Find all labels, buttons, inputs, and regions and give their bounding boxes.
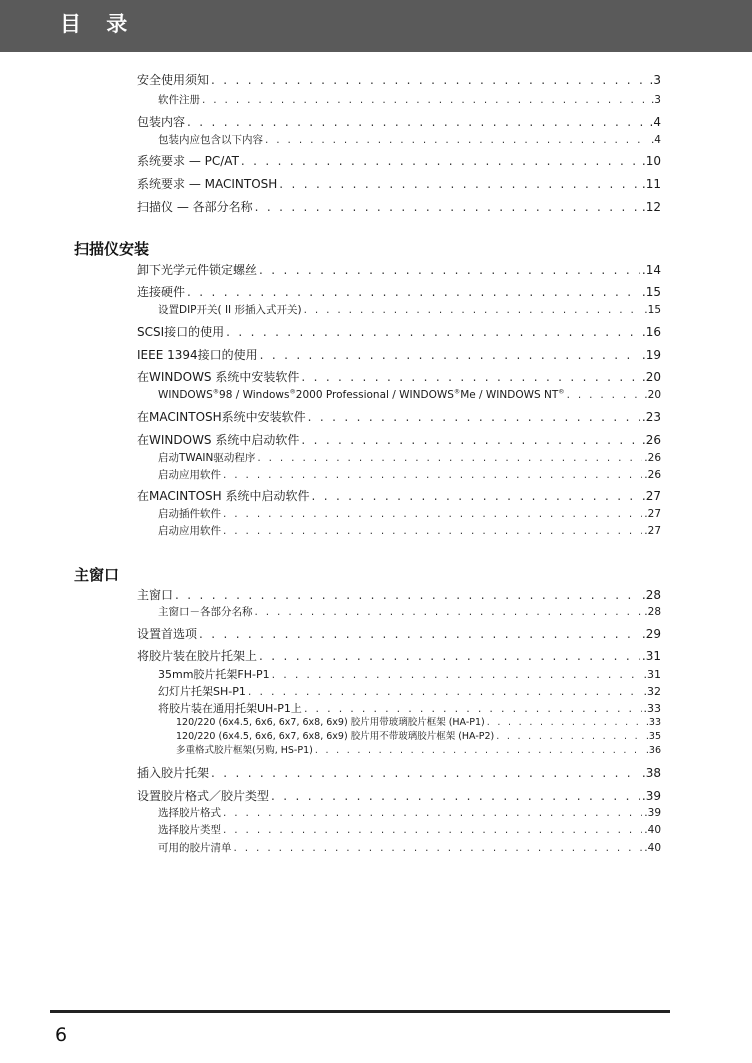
toc-entry-title: 连接硬件	[137, 285, 186, 299]
toc-page-number: .27	[644, 525, 661, 537]
dot-leader	[223, 526, 642, 537]
page-title: 目 录	[60, 12, 137, 36]
dot-leader	[271, 790, 640, 802]
toc-entry[interactable]	[158, 808, 661, 819]
toc-entry[interactable]	[137, 201, 661, 213]
registered-mark: ®	[212, 388, 220, 396]
toc-page-number: .28	[644, 606, 661, 618]
toc-entry-title: 主窗口－各部分名称	[158, 606, 253, 618]
toc-entry-title: 启动插件软件	[158, 508, 221, 520]
toc-entry-title: 系统要求 — PC/AT	[137, 154, 239, 168]
toc-entry-title: 120/220 (6x4.5, 6x6, 6x7, 6x8, 6x9) 胶片用带玻璃胶片框架 (HA-P1)	[176, 717, 485, 728]
toc-entry[interactable]	[137, 790, 661, 802]
dot-leader	[265, 135, 649, 146]
toc-entry[interactable]	[158, 453, 661, 464]
footer-rule	[50, 1010, 670, 1013]
toc-entry-title: 插入胶片托架	[137, 766, 210, 780]
dot-leader	[255, 607, 643, 618]
dot-leader	[301, 434, 640, 446]
toc-entry-title: 将胶片装在通用托架UH-P1上	[158, 702, 302, 715]
toc-entry[interactable]	[158, 703, 661, 714]
toc-entry-title: 幻灯片托架SH-P1	[158, 685, 246, 698]
toc-page-number: .33	[645, 717, 661, 728]
toc-page-number: .11	[641, 177, 661, 191]
dot-leader	[241, 155, 640, 167]
toc-page-number: .39	[641, 789, 661, 803]
toc-entry[interactable]	[137, 767, 661, 779]
toc-entry[interactable]	[158, 135, 661, 146]
registered-mark: ®	[289, 388, 296, 396]
toc-entry-title: 可用的胶片清单	[158, 842, 232, 854]
toc-entry-title: 启动应用软件	[158, 525, 221, 537]
toc-entry-title: 120/220 (6x4.5, 6x6, 6x7, 6x8, 6x9) 胶片用不带玻璃胶片框架 (HA-P2)	[176, 731, 495, 742]
toc-page-number: .20	[641, 370, 661, 384]
dot-leader	[260, 349, 640, 361]
toc-entry[interactable]	[137, 411, 661, 423]
section-heading-scanner-install: 扫描仪安装	[74, 240, 150, 258]
toc-entry[interactable]	[137, 650, 661, 662]
toc-entry-title: 在MACINTOSH 系统中启动软件	[137, 489, 310, 503]
toc-entry-title: SCSI接口的使用	[137, 325, 225, 339]
toc-entry[interactable]	[158, 526, 661, 537]
dot-leader	[223, 470, 642, 481]
toc-page-number: .27	[644, 508, 661, 520]
dot-leader	[487, 718, 644, 728]
toc-page-number: .15	[644, 304, 661, 316]
dot-leader	[175, 589, 640, 601]
toc-entry-title: 包装内容	[137, 115, 186, 129]
toc-page-number: .31	[643, 668, 661, 681]
toc-entry[interactable]	[137, 371, 661, 383]
toc-page-number: .40	[644, 824, 661, 836]
toc-entry[interactable]	[137, 490, 661, 502]
header-bar	[0, 0, 752, 52]
toc-entry-title: 设置胶片格式／胶片类型	[137, 789, 270, 803]
registered-mark: ®	[558, 388, 565, 396]
dot-leader	[187, 286, 640, 298]
toc-page-number: .26	[641, 433, 661, 447]
dot-leader	[211, 74, 648, 86]
toc-entry-title: 包装内应包含以下内容	[158, 134, 263, 146]
toc-entry[interactable]	[137, 286, 661, 298]
toc-entry-title: 多重格式胶片框架(另购, HS-P1)	[176, 745, 313, 756]
dot-leader	[234, 843, 643, 854]
toc-entry-title: 将胶片装在胶片托架上	[137, 649, 258, 663]
toc-entry-title: 设置DIP开关( II 形插入式开关)	[158, 304, 302, 316]
toc-entry-title: 软件注册	[158, 94, 200, 106]
toc-page-number: .39	[644, 807, 661, 819]
toc-page-number: .16	[641, 325, 661, 339]
toc-entry[interactable]	[137, 589, 661, 601]
toc-entry[interactable]	[176, 718, 661, 728]
toc-entry[interactable]	[137, 264, 661, 276]
toc-entry[interactable]	[158, 305, 661, 316]
toc-entry[interactable]	[158, 825, 661, 836]
dot-leader	[202, 95, 649, 106]
toc-entry[interactable]	[158, 669, 661, 680]
dot-leader	[257, 453, 642, 464]
toc-page-number: .32	[643, 685, 661, 698]
toc-entry[interactable]	[158, 607, 661, 618]
toc-page-number: .3	[649, 73, 661, 87]
toc-page-number: .4	[649, 115, 661, 129]
toc-entry-title: IEEE 1394接口的使用	[137, 348, 258, 362]
dot-leader	[311, 490, 639, 502]
toc-page-number: .40	[644, 842, 661, 854]
dot-leader	[496, 732, 644, 742]
toc-entry-title: 选择胶片类型	[158, 824, 221, 836]
toc-entry-title: 在WINDOWS 系统中启动软件	[137, 433, 300, 447]
toc-entry-title: 系统要求 — MACINTOSH	[137, 177, 278, 191]
toc-page-number: .35	[645, 731, 661, 742]
dot-leader	[315, 746, 644, 756]
dot-leader	[567, 390, 643, 401]
toc-entry[interactable]	[158, 390, 661, 401]
page-number: 6	[55, 1024, 68, 1046]
dot-leader	[259, 264, 640, 276]
toc-page-number: .3	[650, 94, 661, 106]
dot-leader	[304, 305, 643, 316]
toc-page-number: .27	[641, 489, 661, 503]
dot-leader	[223, 808, 642, 819]
toc-page-number: .36	[645, 745, 661, 756]
dot-leader	[199, 628, 640, 640]
section-heading-main-window: 主窗口	[74, 566, 120, 584]
toc-entry[interactable]	[137, 155, 661, 167]
toc-page-number: .15	[641, 285, 661, 299]
toc-entry[interactable]	[137, 178, 661, 190]
toc-entry-title: 在WINDOWS 系统中安装软件	[137, 370, 300, 384]
toc-entry[interactable]	[137, 434, 661, 446]
dot-leader	[304, 703, 642, 714]
toc-entry[interactable]	[176, 732, 661, 742]
toc-page-number: .26	[644, 452, 661, 464]
dot-leader	[301, 371, 640, 383]
toc-page-number: .28	[641, 588, 661, 602]
toc-entry[interactable]	[158, 470, 661, 481]
toc-entry-title: 选择胶片格式	[158, 807, 221, 819]
dot-leader	[223, 509, 642, 520]
dot-leader	[279, 178, 640, 190]
toc-entry[interactable]	[158, 509, 661, 520]
toc-page-number: .19	[641, 348, 661, 362]
toc-entry[interactable]	[158, 843, 661, 854]
toc-entry-title: 主窗口	[137, 588, 174, 602]
toc-entry[interactable]	[176, 746, 661, 756]
dot-leader	[187, 116, 648, 128]
toc-entry[interactable]	[137, 349, 661, 361]
toc-page-number: .4	[650, 134, 661, 146]
toc-page-number: .38	[641, 766, 661, 780]
toc-entry[interactable]	[137, 628, 661, 640]
toc-page-number: .12	[641, 200, 661, 214]
dot-leader	[211, 767, 640, 779]
dot-leader	[223, 825, 642, 836]
dot-leader	[226, 326, 640, 338]
dot-leader	[272, 669, 642, 680]
toc-entry[interactable]	[137, 326, 661, 338]
toc-entry-title: 启动应用软件	[158, 469, 221, 481]
toc-page-number: .10	[641, 154, 661, 168]
toc-page-number: .23	[641, 410, 661, 424]
toc-entry-title: 启动TWAIN驱动程序	[158, 452, 256, 464]
toc-page-number: .31	[641, 649, 661, 663]
toc-page-number: .29	[641, 627, 661, 641]
dot-leader	[255, 201, 640, 213]
toc-page-number: .33	[643, 702, 661, 715]
toc-entry[interactable]	[137, 116, 661, 128]
toc-page-number: .20	[644, 389, 661, 401]
dot-leader	[248, 686, 642, 697]
toc-entry-title: 扫描仪 — 各部分名称	[137, 200, 253, 214]
toc-entry-title: 设置首选项	[137, 627, 198, 641]
toc-page-number: .26	[644, 469, 661, 481]
toc-entry[interactable]	[158, 686, 661, 697]
toc-page-number: .14	[641, 263, 661, 277]
toc-entry[interactable]	[137, 74, 661, 86]
dot-leader	[259, 650, 640, 662]
registered-mark: ®	[453, 388, 461, 396]
toc-entry-title: 卸下光学元件锁定螺丝	[137, 263, 258, 277]
toc-entry-title: WINDOWS®98 / Windows®2000 Professional / WINDOWS®Me / WINDOWS NT®	[158, 388, 565, 401]
toc-entry[interactable]	[158, 95, 661, 106]
toc-entry-title: 35mm胶片托架FH-P1	[158, 668, 270, 681]
dot-leader	[308, 411, 640, 423]
toc-entry-title: 安全使用须知	[137, 73, 210, 87]
toc-entry-title: 在MACINTOSH系统中安装软件	[137, 410, 306, 424]
